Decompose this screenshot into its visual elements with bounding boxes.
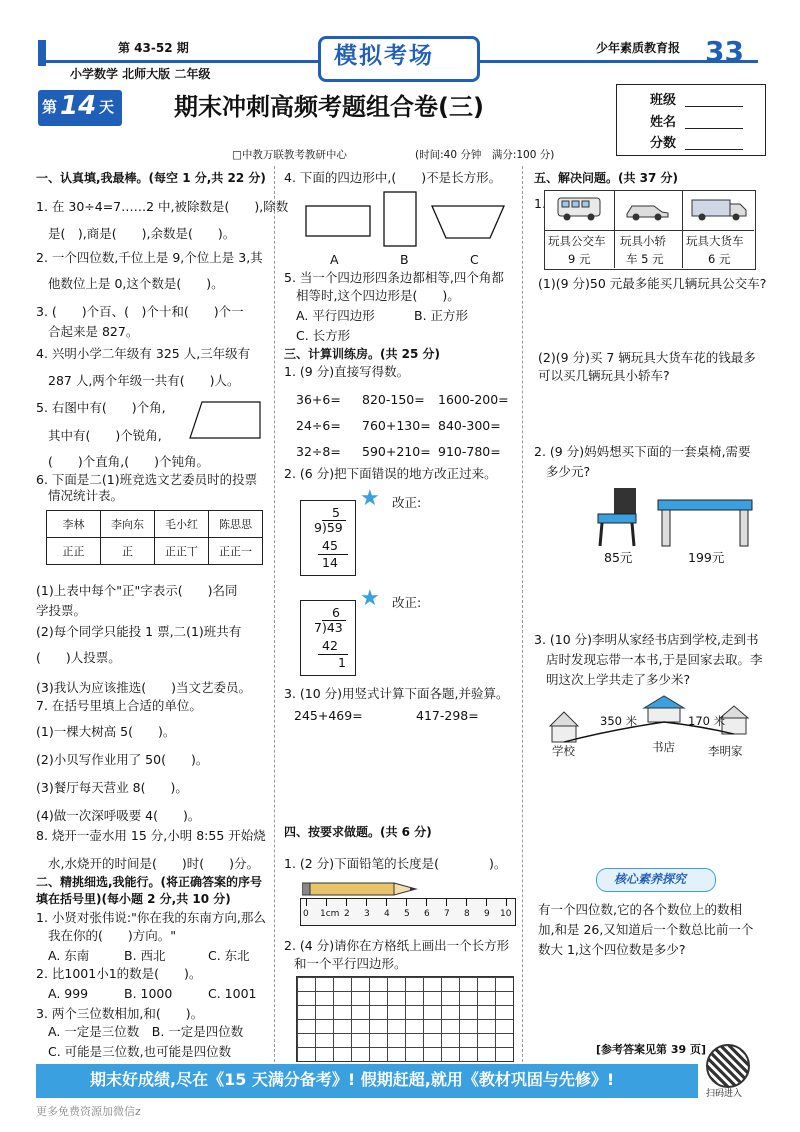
footer-note: 更多免费资源加微信z	[36, 1105, 141, 1118]
q7-4: (4)做一次深呼吸要 4( )。	[36, 808, 201, 823]
day-prefix: 第	[42, 98, 58, 116]
div2-remainder: 1	[338, 655, 346, 670]
mc3-question: 3. 两个三位数相加,和( )。	[36, 1006, 204, 1021]
grid-question-line2: 和一个平行四边形。	[294, 956, 407, 971]
mc1-option-c[interactable]: C. 东北	[208, 948, 250, 963]
q5-line1: 5. 右图中有( )个角,	[36, 400, 166, 415]
day-suffix: 天	[99, 98, 115, 116]
class-field[interactable]	[685, 106, 743, 107]
extension-line1: 有一个四位数,它的各个数位上的数相	[538, 902, 742, 917]
ruler-ticks	[306, 898, 510, 906]
source-label: □中教万联教考教研中心	[232, 149, 347, 161]
mc5-option-c[interactable]: C. 长方形	[296, 328, 351, 343]
vote-table	[46, 510, 263, 565]
calc-item: 1600-200=	[438, 392, 509, 407]
place-bookstore: 书店	[652, 740, 675, 754]
ruler-mark: 1cm	[320, 909, 340, 919]
quadrilateral-figure	[188, 396, 264, 444]
div2-bar	[322, 620, 346, 621]
mc5-option-b[interactable]: B. 正方形	[414, 308, 469, 323]
toy-name: 玩具大货车	[686, 234, 744, 248]
div2-product: 42	[322, 638, 338, 653]
q6-1-line1: (1)上表中每个"正"字表示( )名同	[36, 583, 238, 598]
div1-product: 45	[322, 538, 338, 553]
qr-code-icon[interactable]	[706, 1044, 750, 1088]
q6-2-line2: ( )人投票。	[36, 650, 121, 665]
q5-line3: ( )个直角,( )个钝角。	[48, 454, 209, 469]
div2-dividend: 7)43	[314, 620, 343, 635]
mc4-question: 4. 下面的四边形中,( )不是长方形。	[284, 170, 502, 185]
calc3-b: 417-298=	[416, 708, 479, 723]
q3-line2: 合起来是 827。	[48, 324, 139, 339]
ruler-mark: 2	[344, 909, 350, 919]
mc5-option-a[interactable]: A. 平行四边形	[296, 308, 375, 323]
section1-title: 一、认真填,我最棒。(每空 1 分,共 22 分)	[36, 171, 266, 185]
mc3-option-ab[interactable]: A. 一定是三位数 B. 一定是四位数	[48, 1024, 244, 1039]
q6-1-line2: 学投票。	[36, 603, 87, 618]
calc-item: 24÷6=	[296, 418, 341, 433]
section3-title: 三、计算训练房。(共 25 分)	[284, 347, 441, 361]
q7-2: (2)小贝写作业用了 50( )。	[36, 752, 209, 767]
calc3-a: 245+469=	[294, 708, 363, 723]
mc3-option-c[interactable]: C. 可能是三位数,也可能是四位数	[48, 1044, 232, 1059]
div2-quotient: 6	[332, 605, 340, 620]
score-field[interactable]	[685, 149, 743, 150]
q6-2-line1: (2)每个同学只能投 1 票,二(1)班共有	[36, 624, 242, 639]
ruler-question: 1. (2 分)下面铅笔的长度是( )。	[284, 856, 507, 871]
vote-tally: 正正	[47, 538, 101, 565]
square-grid[interactable]	[296, 976, 514, 1062]
student-info-box	[616, 84, 766, 156]
ruler-mark: 7	[444, 909, 450, 919]
vote-name: 毛小红	[155, 511, 209, 538]
q7-1: (1)一棵大树高 5( )。	[36, 724, 176, 739]
ruler-mark: 6	[424, 909, 430, 919]
chair-price: 85元	[604, 550, 633, 565]
calc3-title: 3. (10 分)用竖式计算下面各题,并验算。	[284, 686, 509, 701]
badge-label: 核心素养探究	[614, 872, 687, 886]
mc2-option-a[interactable]: A. 999	[48, 986, 89, 1001]
calc-item: 840-300=	[438, 418, 501, 433]
column-divider-2	[522, 166, 523, 1062]
issue-label: 第 43-52 期	[118, 41, 189, 55]
name-field[interactable]	[685, 128, 743, 129]
calc-item: 820-150=	[362, 392, 425, 407]
problem2-line2: 多少元?	[546, 464, 591, 479]
place-school: 学校	[552, 744, 575, 758]
paper-name: 少年素质教育报	[596, 41, 681, 55]
ruler-mark: 5	[404, 909, 410, 919]
problem1-part1: (1)(9 分)50 元最多能买几辆玩具公交车?	[538, 276, 767, 291]
problem3-line3: 明这次上学共走了多少米?	[546, 672, 691, 687]
ruler-mark: 0	[303, 909, 309, 919]
problem1-number: 1.	[534, 196, 546, 211]
vote-tally: 正正一	[209, 538, 263, 565]
q4-line1: 4. 兴明小学二年级有 325 人,三年级有	[36, 346, 251, 361]
ruler-mark: 9	[484, 909, 490, 919]
vote-name: 李向东	[101, 511, 155, 538]
q3-line1: 3. ( )个百、( )个十和( )个一	[36, 304, 244, 319]
day-number: 14	[60, 91, 97, 121]
mc1-option-b[interactable]: B. 西北	[124, 948, 166, 963]
q1-line1: 1. 在 30÷4=7……2 中,被除数是( ),除数	[36, 199, 289, 214]
q5-line2: 其中有( )个锐角,	[48, 428, 162, 443]
mc2-option-b[interactable]: B. 1000	[124, 986, 173, 1001]
vote-tally: 正	[101, 538, 155, 565]
extension-line3: 数大 1,这个四位数是多少?	[538, 942, 686, 957]
calc-item: 32÷8=	[296, 444, 341, 459]
q1-line2: 是( ),商是( ),余数是( )。	[48, 226, 236, 241]
toy-name: 玩具小轿	[620, 234, 666, 248]
toy-price: 6 元	[708, 252, 731, 266]
div1-quotient: 5	[332, 505, 340, 520]
calc-item: 760+130=	[362, 418, 431, 433]
fix-label-2: 改正:	[392, 595, 422, 610]
star-icon: ★	[360, 586, 380, 611]
q7-title: 7. 在括号里填上合适的单位。	[36, 698, 202, 713]
place-home: 李明家	[708, 744, 743, 758]
problem1-part2-line1: (2)(9 分)买 7 辆玩具大货车花的钱最多	[538, 350, 756, 365]
ruler-mark: 8	[464, 909, 470, 919]
mc5-line1: 5. 当一个四边形四条边都相等,四个角都	[284, 270, 504, 285]
grid-question-line1: 2. (4 分)请你在方格纸上画出一个长方形	[284, 938, 510, 953]
mc1-line2: 我在你的( )方向。"	[48, 928, 177, 943]
problem3-line2: 店时发现忘带一本书,于是回家去取。李	[546, 652, 763, 667]
table-price: 199元	[688, 550, 725, 565]
q2-line1: 2. 一个四位数,千位上是 9,个位上是 3,其	[36, 250, 263, 265]
problem1-part2-line2: 可以买几辆玩具小轿车?	[538, 368, 670, 383]
toy-table-row-line	[544, 230, 754, 231]
shape-label-b: B	[400, 252, 409, 267]
score-label: 分数	[650, 136, 677, 151]
subject-label: 小学数学 北师大版 二年级	[70, 67, 211, 81]
calc-item: 910-780=	[438, 444, 501, 459]
div1-dividend: 9)59	[314, 520, 343, 535]
fix-label-1: 改正:	[392, 495, 422, 510]
rectangle-shapes	[292, 190, 514, 250]
section2-title-line1: 二、精挑细选,我能行。(将正确答案的序号	[36, 875, 263, 889]
name-label: 姓名	[650, 115, 677, 130]
vote-name: 李林	[47, 511, 101, 538]
answer-reference: [参考答案见第 39 页]	[596, 1043, 707, 1056]
div1-remainder: 14	[322, 555, 338, 570]
mc1-option-a[interactable]: A. 东南	[48, 948, 90, 963]
chair-icon	[590, 486, 644, 548]
mc2-option-c[interactable]: C. 1001	[208, 986, 257, 1001]
class-label: 班级	[650, 93, 677, 108]
q4-line2: 287 人,两个年级一共有( )人。	[48, 373, 240, 388]
route-diagram	[540, 690, 760, 750]
table-icon	[656, 498, 754, 548]
q6-line1: 6. 下面是二(1)班竞选文艺委员时的投票	[36, 472, 258, 487]
ruler-mark: 3	[364, 909, 370, 919]
bus-icon	[556, 196, 602, 222]
scan-label: 扫码进入	[706, 1089, 743, 1099]
page-title: 期末冲刺高频考题组合卷(三)	[174, 93, 484, 121]
q6-3-line: (3)我认为应该推选( )当文艺委员。	[36, 680, 251, 695]
q2-line2: 他数位上是 0,这个数是( )。	[48, 276, 224, 291]
calc2-title: 2. (6 分)把下面错误的地方改正过来。	[284, 466, 497, 481]
calc1-title: 1. (9 分)直接写得数。	[284, 364, 410, 379]
vote-tally: 正正丅	[155, 538, 209, 565]
column-divider-1	[274, 166, 275, 1062]
section2-title-line2: 填在括号里)(每小题 2 分,共 10 分)	[36, 892, 231, 906]
banner-title: 模拟考场	[334, 43, 434, 69]
distance-label-1: 350 米	[600, 714, 638, 728]
q8-line2: 水,水烧开的时间是( )时( )分。	[48, 856, 259, 871]
calc-item: 36+6=	[296, 392, 341, 407]
shape-label-a: A	[330, 252, 339, 267]
toy-name: 玩具公交车	[548, 234, 606, 248]
toy-table-divider	[682, 190, 683, 268]
toy-price: 9 元	[568, 252, 591, 266]
pencil-icon	[302, 880, 422, 898]
car-icon	[624, 198, 670, 222]
footer-ad: 期末好成绩,尽在《15 天满分备考》! 假期赶超,就用《教材巩固与先修》!	[90, 1070, 615, 1089]
toy-table-divider	[614, 190, 615, 268]
star-icon: ★	[360, 486, 380, 511]
toy-price: 车 5 元	[626, 252, 664, 266]
mc2-question: 2. 比1001小1的数是( )。	[36, 966, 202, 981]
mc1-line1: 1. 小贤对张伟说:"你在我的东南方向,那么	[36, 910, 266, 925]
ruler-mark: 10	[500, 909, 512, 919]
shape-label-c: C	[470, 252, 479, 267]
calc-item: 590+210=	[362, 444, 431, 459]
div1-bar	[322, 520, 346, 521]
vote-name: 陈思思	[209, 511, 263, 538]
ruler-mark: 4	[384, 909, 390, 919]
time-info: (时间:40 分钟 满分:100 分)	[415, 149, 555, 161]
section4-title: 四、按要求做题。(共 6 分)	[284, 825, 432, 839]
problem3-line1: 3. (10 分)李明从家经书店到学校,走到书	[534, 632, 759, 647]
truck-icon	[690, 196, 748, 222]
problem2-line1: 2. (9 分)妈妈想买下面的一套桌椅,需要	[534, 444, 751, 459]
q8-line1: 8. 烧开一壶水用 15 分,小明 8:55 开始烧	[36, 828, 266, 843]
section5-title: 五、解决问题。(共 37 分)	[534, 171, 679, 185]
distance-label-2: 170 米	[688, 714, 726, 728]
page-number: 33	[705, 35, 744, 68]
q7-3: (3)餐厅每天营业 8( )。	[36, 780, 188, 795]
mc5-line2: 相等时,这个四边形是( )。	[296, 288, 460, 303]
q6-line2: 情况统计表。	[48, 488, 124, 503]
extension-line2: 加,和是 26,又知道后一个数总比前一个	[538, 922, 754, 937]
